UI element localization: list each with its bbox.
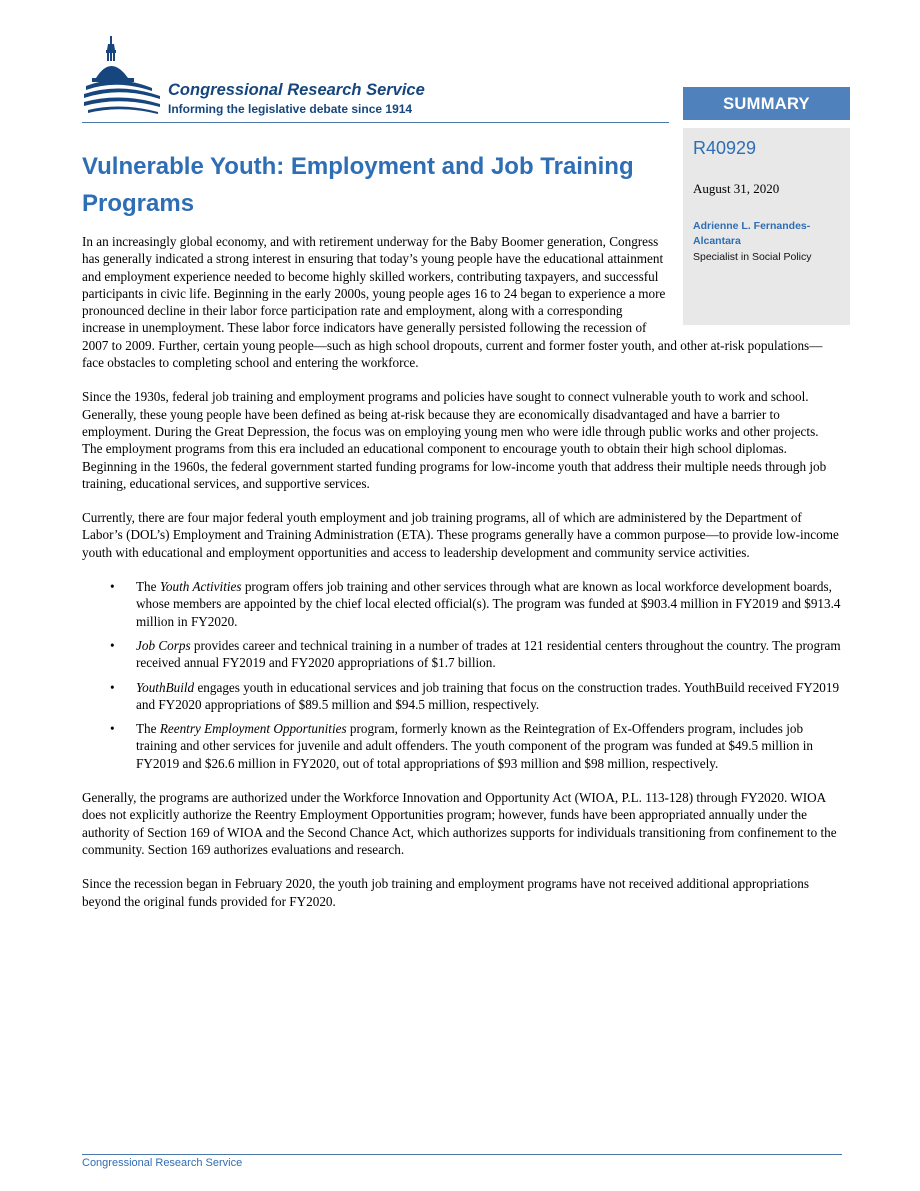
paragraph-recession: Since the recession began in February 2020, the youth job training and employment programs have not received additional appropriations beyond the original funds provided for FY2020. xyxy=(82,876,809,909)
list-item xyxy=(82,679,842,714)
report-date: August 31, 2020 xyxy=(693,181,780,196)
program-list xyxy=(82,578,842,772)
bullet-text: engages youth in educational services and job training that focus on the construction trades. YouthBuild received FY2019 and FY2020 appropriations of $89.5 million and $94.5 million, respectively. xyxy=(136,679,840,712)
report-number: R40929 xyxy=(693,138,757,158)
author-name: Adrienne L. Fernandes-Alcantara xyxy=(693,220,811,247)
org-name: Congressional Research Service xyxy=(168,81,425,99)
footer-divider xyxy=(82,1154,842,1155)
page-title: Vulnerable Youth: Employment and Job Training Programs xyxy=(82,153,634,217)
bullet-icon: • xyxy=(110,637,115,653)
bullet-text: provides career and technical training in a number of trades at 121 residential centers throughout the country. The program received annual FY2019 and FY2020 appropriations of $1.7 billion. xyxy=(136,637,841,671)
program-name: Youth Activities xyxy=(159,579,242,595)
paragraph-history: Since the 1930s, federal job training and employment programs and policies have sought to connect vulnerable youth to work and school. Generally, these young people have been defined as being at-risk because they are economically disadvantaged and have a barrier to employment. During the Great Depression, the focus was on employing young men who were idle through public works and other projects. The employment programs from this era included an educational component to encourage youth to obtain their high school diplomas. Beginning in the 1960s, the federal government started funding programs for low-income youth that address their multiple needs through job training, educational services, and supportive services. xyxy=(82,389,827,491)
paragraph-programs: Currently, there are four major federal youth employment and job training programs, all of which are administered by the Department of Labor’s (DOL’s) Employment and Training Administration (ETA). These programs generally have a common purpose—to provide low-income youth with educational and employment opportunities and access to leadership development and community service activities. xyxy=(82,510,839,560)
bullet-icon: • xyxy=(110,721,115,737)
paragraph-authorization: Generally, the programs are authorized under the Workforce Innovation and Opportunity Act (WIOA, P.L. 113-128) through FY2020. WIOA does not explicitly authorize the Reentry Employment Opportunities program; however, funds have been appropriated annually under the authority of Section 169 of WIOA and the Second Chance Act, which authorizes supports for individuals transitioning from confinement to the community. Section 169 authorizes evaluations and research. xyxy=(82,790,837,857)
program-name: Job Corps xyxy=(136,637,191,653)
list-item xyxy=(82,720,842,772)
paragraph-intro: In an increasingly global economy, and with retirement underway for the Baby Boomer generation, Congress has generally indicated a strong interest in ensuring that today’s young people have the educational attainment and employment experience needed to become highly skilled workers, contributing taxpayers, and successful participants in civic life. Beginning in the early 2000s, young people ages 16 to 24 began to experience a more pronounced decline in their labor force participation rate and employment, along with a corresponding increase in unemployment. These labor force indicators have generally persisted following the recession of 2007 to 2009. Further, certain young people—such as high school dropouts, current and former foster youth, and other at-risk populations—face obstacles to completing school and entering the workforce. xyxy=(82,234,823,371)
header-divider xyxy=(82,122,669,123)
org-tagline: Informing the legislative debate since 1914 xyxy=(168,102,413,116)
summary-tab: SUMMARY xyxy=(683,87,850,120)
bullet-icon: • xyxy=(110,679,115,695)
bullet-icon: • xyxy=(110,579,115,595)
sidebar-spacer xyxy=(668,233,842,333)
list-item xyxy=(82,637,842,672)
program-name: Reentry Employment Opportunities xyxy=(159,721,347,737)
program-name: YouthBuild xyxy=(136,679,195,695)
crs-logo xyxy=(82,34,482,124)
bullet-lead: The xyxy=(136,579,160,595)
bullet-lead: The xyxy=(136,721,160,737)
capitol-dome-icon xyxy=(82,34,162,124)
author-title: Specialist in Social Policy xyxy=(693,251,812,263)
bullet-text: program offers job training and other services through what are known as local workforce development boards, whose members are appointed by the chief local elected official(s). The program was funded at $903.4 million in FY2019 and $913.4 million in FY2020. xyxy=(136,579,841,629)
footer-org-name: Congressional Research Service xyxy=(82,1157,243,1169)
list-item xyxy=(82,578,842,630)
summary-body xyxy=(82,233,842,927)
bullet-text: program, formerly known as the Reintegration of Ex-Offenders program, includes job training and other services for juvenile and adult offenders. The youth component of the program was funded at $49.5 million in FY2019 and $26.6 million in FY2020, out of total appropriations of $93 million and $98 million, respectively. xyxy=(136,721,814,771)
